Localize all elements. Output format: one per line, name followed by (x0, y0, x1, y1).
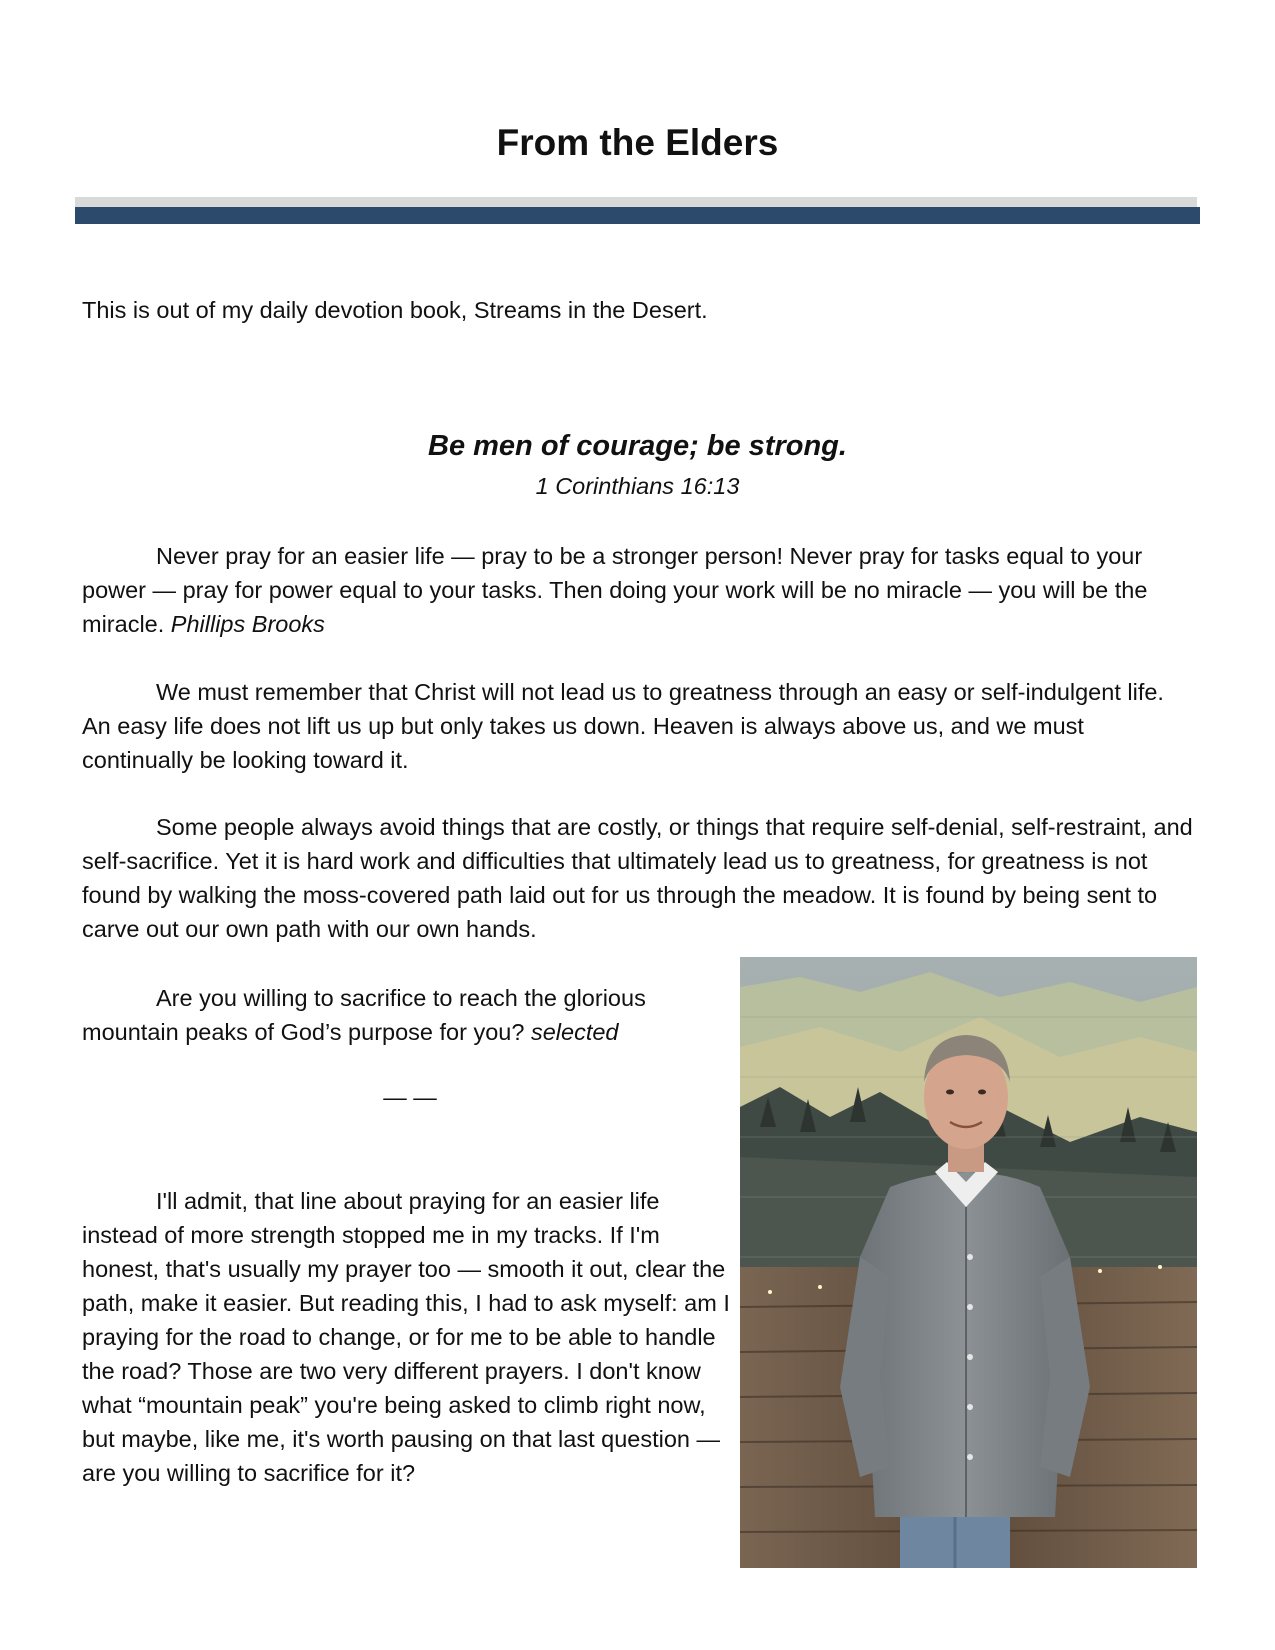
elder-portrait-photo (740, 957, 1197, 1568)
devotion-paragraph-1 (82, 539, 1197, 641)
elder-portrait-illustration (740, 957, 1197, 1568)
intro-text: This is out of my daily devotion book, Streams in the Desert. (82, 297, 708, 323)
verse-heading: Be men of courage; be strong. (428, 430, 847, 462)
devotion-paragraph-1-text: Never pray for an easier life — pray to be a stronger person! Never pray for tasks equal to your power — pray for power equal to your tasks. Then doing your work will be no miracle — you will be the miracle. (82, 543, 1148, 637)
header-rule-light (75, 197, 1197, 207)
devotion-paragraph-2: We must remember that Christ will not lead us to greatness through an easy or self-indulgent life. An easy life does not lift us up but only takes us down. Heaven is always above us, and we must continually be looking toward it. (82, 679, 1164, 773)
page-title: From the Elders (496, 122, 779, 163)
section-separator: — — (383, 1084, 437, 1110)
devotion-paragraph-1-attribution: Phillips Brooks (170, 611, 325, 637)
header-rule-dark (75, 207, 1200, 224)
devotion-paragraph-3: Some people always avoid things that are costly, or things that require self-denial, self-restraint, and self-sacrifice. Yet it is hard work and difficulties that ultimately lead us to greatness, for greatness is not found by walking the moss-covered path laid out for us through the meadow. It is found by being sent to carve out our own path with our own hands. (82, 814, 1193, 942)
devotion-paragraph-4-attribution: selected (530, 1019, 619, 1045)
devotion-paragraph-4 (82, 981, 682, 1049)
devotion-paragraph-4-text: Are you willing to sacrifice to reach the glorious mountain peaks of God’s purpose for you? (82, 985, 646, 1045)
reflection-paragraph: I'll admit, that line about praying for an easier life instead of more strength stopped me in my tracks. If I'm honest, that's usually my prayer too — smooth it out, clear the path, make it easier. But reading this, I had to ask myself: am I praying for the road to change, or for me to be able to handle the road? Those are two very different prayers. I don't know what “mountain peak” you're being asked to climb right now, but maybe, like me, it's worth pausing on that last question — are you willing to sacrifice for it? (82, 1188, 730, 1486)
verse-reference: 1 Corinthians 16:13 (535, 473, 740, 499)
